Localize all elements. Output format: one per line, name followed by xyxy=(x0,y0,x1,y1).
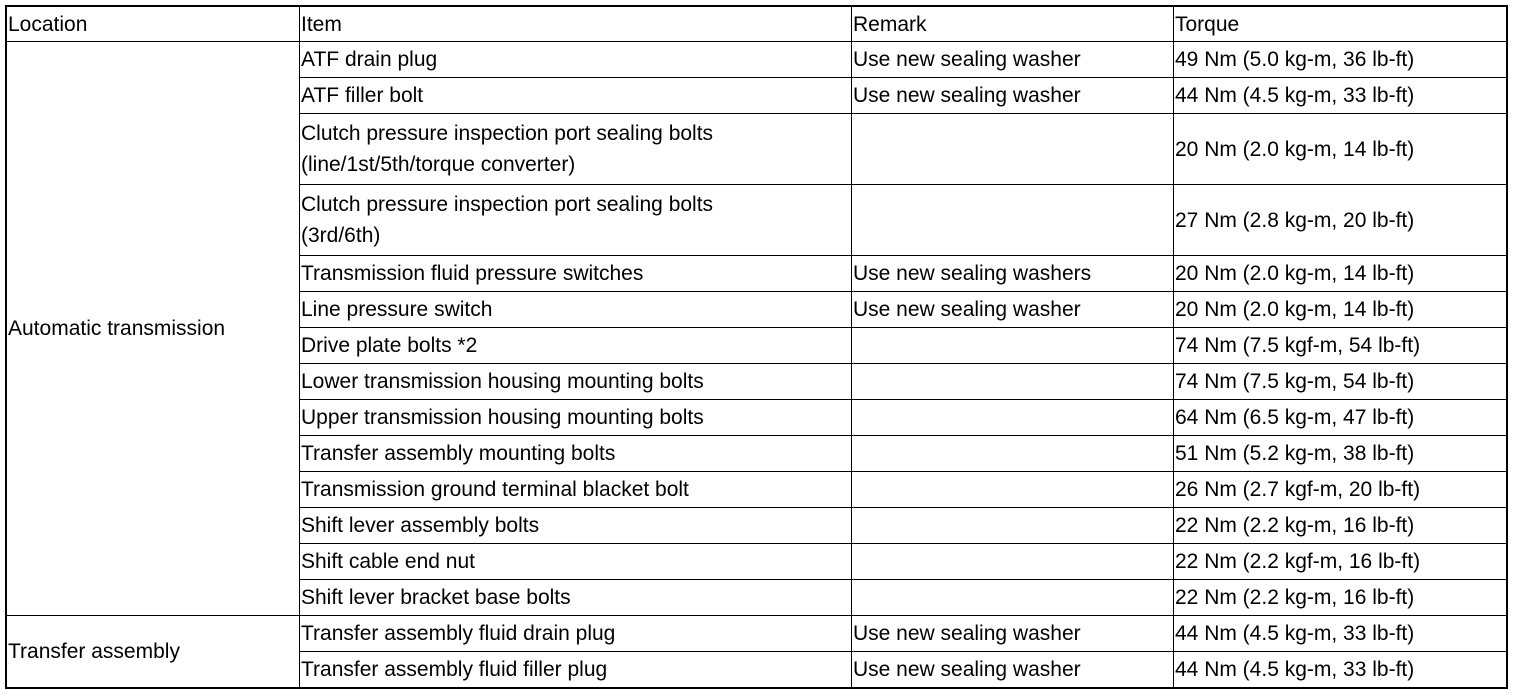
item-cell: Transfer assembly mounting bolts xyxy=(300,436,852,472)
item-line-1: Clutch pressure inspection port sealing bolts xyxy=(301,193,714,216)
item-cell: Upper transmission housing mounting bolts xyxy=(300,400,852,436)
torque-cell: 44 Nm (4.5 kg-m, 33 lb-ft) xyxy=(1174,78,1507,114)
item-cell: Shift cable end nut xyxy=(300,544,852,580)
torque-cell: 20 Nm (2.0 kg-m, 14 lb-ft) xyxy=(1174,292,1507,328)
item-cell: Transmission fluid pressure switches xyxy=(300,256,852,292)
torque-cell: 22 Nm (2.2 kgf-m, 16 lb-ft) xyxy=(1174,544,1507,580)
item-line-1: Clutch pressure inspection port sealing bolts xyxy=(301,122,714,145)
item-cell: Transfer assembly fluid drain plug xyxy=(300,616,852,652)
remark-cell: Use new sealing washer xyxy=(852,42,1174,78)
header-remark: Remark xyxy=(852,7,1174,42)
remark-cell: Use new sealing washers xyxy=(852,256,1174,292)
item-cell: ATF filler bolt xyxy=(300,78,852,114)
item-cell xyxy=(300,114,852,185)
torque-cell: 49 Nm (5.0 kg-m, 36 lb-ft) xyxy=(1174,42,1507,78)
torque-cell: 20 Nm (2.0 kg-m, 14 lb-ft) xyxy=(1174,256,1507,292)
remark-cell: Use new sealing washer xyxy=(852,616,1174,652)
table-row xyxy=(7,616,1507,652)
item-cell: ATF drain plug xyxy=(300,42,852,78)
torque-cell: 74 Nm (7.5 kg-m, 54 lb-ft) xyxy=(1174,364,1507,400)
item-cell: Shift lever assembly bolts xyxy=(300,508,852,544)
remark-cell xyxy=(852,436,1174,472)
torque-cell: 44 Nm (4.5 kg-m, 33 lb-ft) xyxy=(1174,652,1507,688)
header-location: Location xyxy=(7,7,300,42)
torque-cell: 64 Nm (6.5 kg-m, 47 lb-ft) xyxy=(1174,400,1507,436)
remark-cell xyxy=(852,472,1174,508)
remark-cell xyxy=(852,400,1174,436)
item-cell: Line pressure switch xyxy=(300,292,852,328)
item-cell: Drive plate bolts *2 xyxy=(300,328,852,364)
torque-cell: 22 Nm (2.2 kg-m, 16 lb-ft) xyxy=(1174,580,1507,616)
header-item: Item xyxy=(300,7,852,42)
item-cell: Transfer assembly fluid filler plug xyxy=(300,652,852,688)
remark-cell xyxy=(852,328,1174,364)
remark-cell xyxy=(852,114,1174,185)
item-cell xyxy=(300,185,852,256)
remark-cell xyxy=(852,364,1174,400)
remark-cell: Use new sealing washer xyxy=(852,78,1174,114)
torque-cell: 44 Nm (4.5 kg-m, 33 lb-ft) xyxy=(1174,616,1507,652)
item-line-2: (line/1st/5th/torque converter) xyxy=(301,153,576,176)
location-cell-automatic-transmission: Automatic transmission xyxy=(7,42,300,616)
remark-cell xyxy=(852,544,1174,580)
table-row xyxy=(7,42,1507,78)
remark-cell xyxy=(852,185,1174,256)
torque-cell: 74 Nm (7.5 kgf-m, 54 lb-ft) xyxy=(1174,328,1507,364)
header-torque: Torque xyxy=(1174,7,1507,42)
item-cell: Transmission ground terminal blacket bolt xyxy=(300,472,852,508)
torque-cell: 22 Nm (2.2 kg-m, 16 lb-ft) xyxy=(1174,508,1507,544)
item-cell: Shift lever bracket base bolts xyxy=(300,580,852,616)
remark-cell xyxy=(852,508,1174,544)
torque-cell: 51 Nm (5.2 kg-m, 38 lb-ft) xyxy=(1174,436,1507,472)
location-cell-transfer-assembly: Transfer assembly xyxy=(7,616,300,688)
torque-cell: 20 Nm (2.0 kg-m, 14 lb-ft) xyxy=(1174,114,1507,185)
torque-cell: 26 Nm (2.7 kgf-m, 20 lb-ft) xyxy=(1174,472,1507,508)
torque-spec-table xyxy=(6,6,1507,688)
remark-cell xyxy=(852,580,1174,616)
header-row xyxy=(7,7,1507,42)
remark-cell: Use new sealing washer xyxy=(852,652,1174,688)
item-line-2: (3rd/6th) xyxy=(301,224,381,247)
torque-cell: 27 Nm (2.8 kg-m, 20 lb-ft) xyxy=(1174,185,1507,256)
remark-cell: Use new sealing washer xyxy=(852,292,1174,328)
item-cell: Lower transmission housing mounting bolts xyxy=(300,364,852,400)
